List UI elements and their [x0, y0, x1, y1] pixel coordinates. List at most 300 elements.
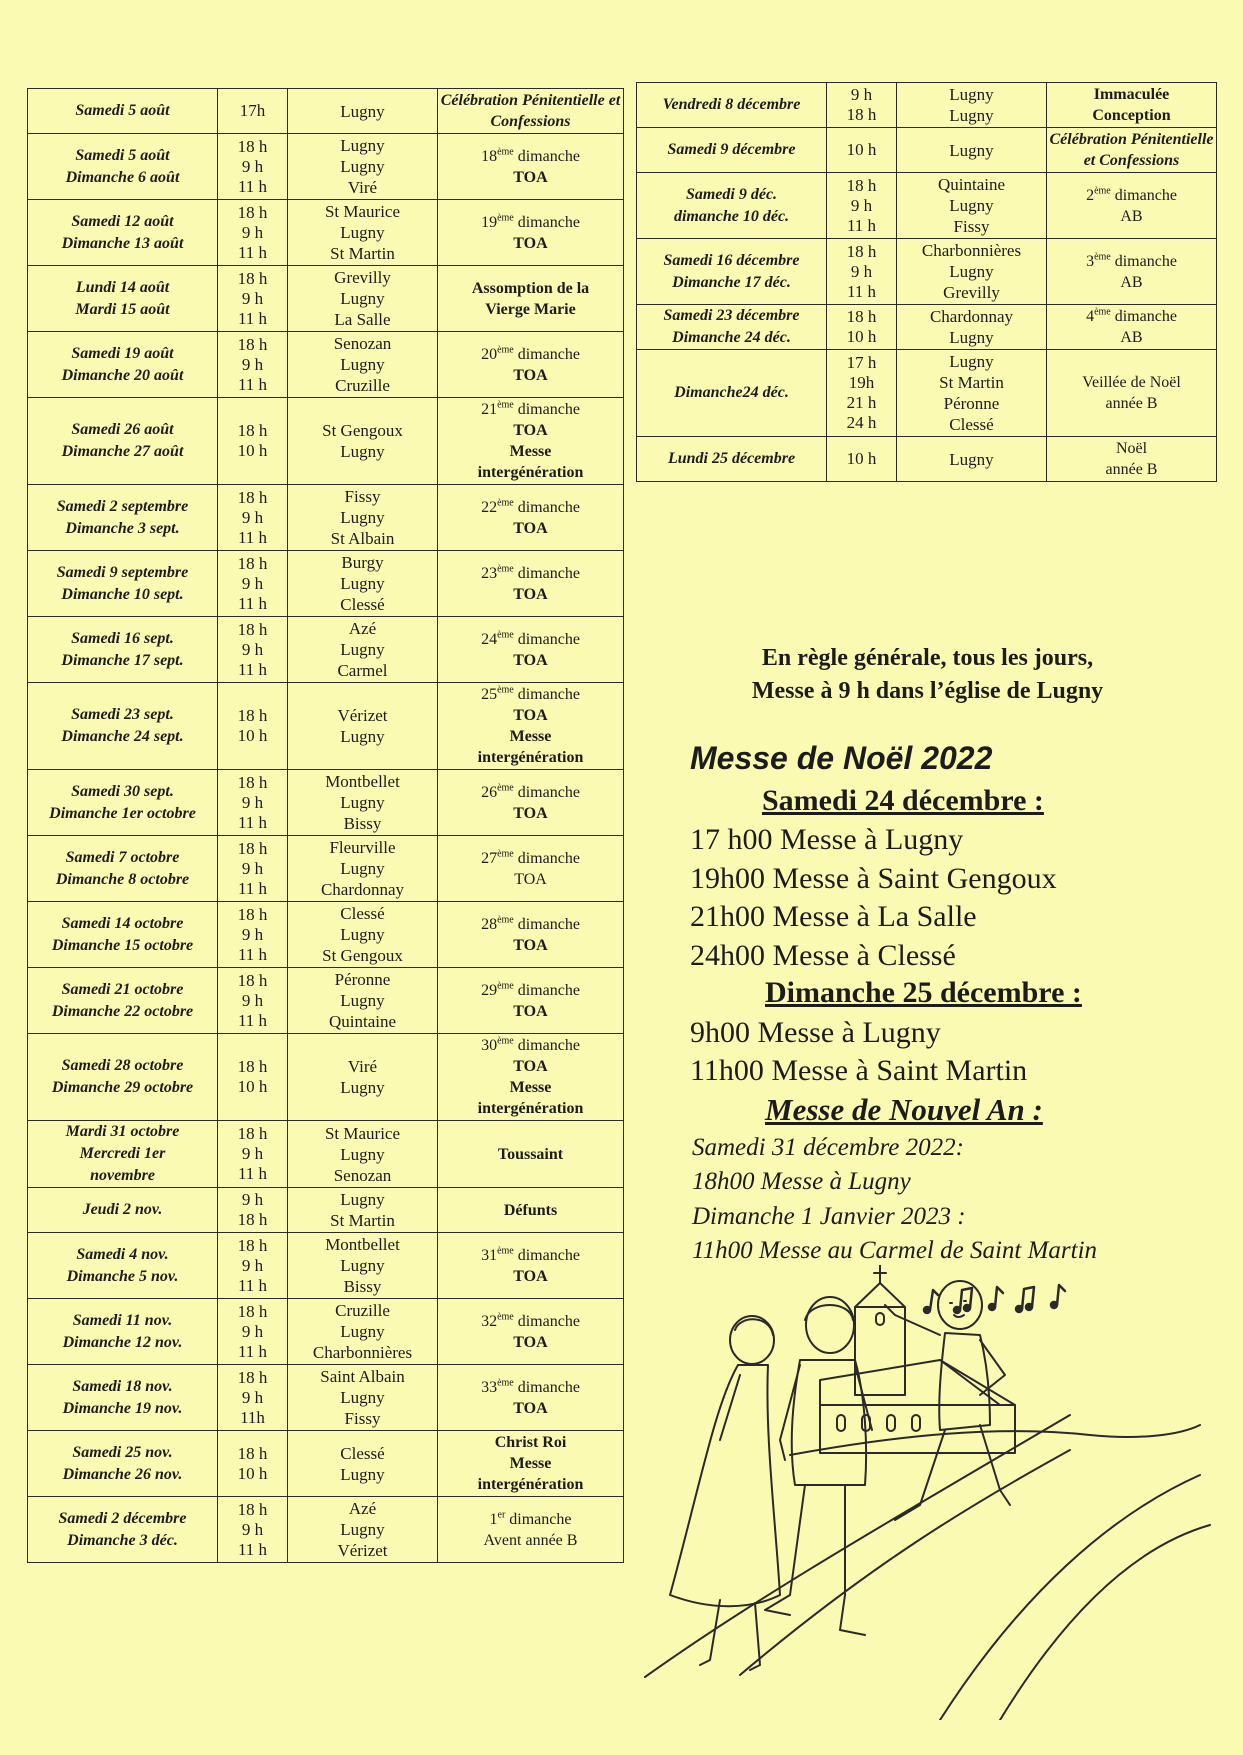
- date-cell-line: Samedi 18 nov.: [72, 1377, 173, 1395]
- nouvel-an-line: 18h00 Messe à Lugny: [692, 1168, 911, 1195]
- date-cell-line: Samedi 9 déc.: [685, 185, 778, 203]
- time-cell-line: 18 h: [237, 619, 268, 639]
- occasion-cell: [438, 770, 624, 836]
- place-cell: [897, 173, 1047, 239]
- place-cell-line: Lugny: [949, 85, 994, 104]
- sunday-word: dimanche: [513, 498, 580, 516]
- music-notes-icon: [924, 1285, 1065, 1313]
- path-line: [645, 1415, 1070, 1677]
- occasion-text: intergénération: [477, 464, 584, 481]
- place-cell-line: St Maurice: [324, 202, 401, 221]
- ordinal-suffix: ème: [497, 146, 514, 158]
- sunday-number: [440, 563, 621, 584]
- sunday-word: dimanche: [1110, 252, 1177, 270]
- place-cell-line: Viré: [347, 1057, 378, 1076]
- sunday-number: [440, 980, 621, 1001]
- date-cell-line: Samedi 7 octobre: [65, 848, 180, 866]
- noel-day2-mass: 9h00 Messe à Lugny: [690, 1016, 941, 1049]
- place-cell-line: St Martin: [939, 373, 1004, 392]
- date-cell-line: Samedi 30 sept.: [71, 782, 174, 800]
- date-cell-line: Mardi 15 août: [75, 300, 170, 318]
- occasion-text: intergénération: [477, 1476, 584, 1493]
- sunday-word: dimanche: [513, 1037, 580, 1054]
- occasion-text: TOA: [513, 707, 548, 724]
- time-cell: [218, 1121, 288, 1188]
- date-cell: [28, 1299, 218, 1365]
- ordinal-number: 19: [481, 213, 498, 231]
- schedule-row: [637, 239, 1217, 305]
- occasion-text: TOA: [513, 422, 548, 439]
- place-cell: [288, 683, 438, 770]
- time-cell-line: 18 h: [237, 1499, 268, 1519]
- date-cell-line: Samedi 2 septembre: [56, 497, 189, 515]
- ordinal-number: 24: [481, 630, 498, 648]
- date-cell-line: Dimanche 19 nov.: [62, 1399, 183, 1417]
- place-cell-line: Lugny: [340, 727, 385, 746]
- place-cell-line: Charbonnières: [312, 1343, 413, 1362]
- occasion-text: TOA: [513, 1399, 548, 1417]
- sunday-word: dimanche: [513, 213, 580, 231]
- date-cell-line: Mardi 31 octobre: [65, 1123, 180, 1140]
- schedule-row: [637, 128, 1217, 173]
- time-cell-line: 9 h: [241, 1255, 264, 1275]
- occasion-text: TOA: [513, 651, 548, 669]
- place-cell-line: Lugny: [340, 574, 385, 593]
- sunday-number: [440, 497, 621, 518]
- time-cell-line: 11 h: [237, 878, 268, 898]
- time-cell: [827, 437, 897, 482]
- ordinal-suffix: ème: [497, 684, 514, 696]
- sunday-number: [440, 914, 621, 935]
- date-cell-line: Samedi 19 août: [71, 344, 174, 362]
- ordinal-suffix: ème: [497, 1311, 514, 1323]
- place-cell: [288, 332, 438, 398]
- ordinal-number: 25: [481, 686, 498, 703]
- time-cell-line: 10 h: [846, 327, 877, 346]
- time-cell: [218, 89, 288, 134]
- sunday-word: dimanche: [513, 783, 580, 801]
- time-cell-line: 9 h: [241, 1144, 264, 1163]
- ordinal-number: 23: [481, 564, 498, 582]
- time-cell-line: 18 h: [237, 970, 268, 990]
- time-cell-line: 11 h: [237, 1275, 268, 1295]
- noel-day1-mass: 17 h00 Messe à Lugny: [690, 823, 964, 856]
- woman-figure: [670, 1316, 780, 1670]
- date-cell: [637, 83, 827, 128]
- time-cell: [218, 1365, 288, 1431]
- time-cell-line: 18 h: [237, 904, 268, 924]
- place-cell-line: Bissy: [343, 814, 382, 833]
- occasion-text: TOA: [513, 168, 548, 186]
- ordinal-suffix: ème: [497, 399, 514, 411]
- sunday-number: [440, 1377, 621, 1398]
- occasion-text: année B: [1105, 395, 1158, 412]
- date-cell-line: Samedi 12 août: [71, 212, 174, 230]
- sunday-word: dimanche: [513, 630, 580, 648]
- place-cell-line: Lugny: [340, 289, 385, 308]
- place-cell-line: Fissy: [344, 1409, 381, 1428]
- schedule-row: [28, 1497, 624, 1563]
- ordinal-suffix: ème: [497, 344, 514, 356]
- time-cell: [218, 266, 288, 332]
- time-cell-line: 9 h: [241, 924, 264, 944]
- occasion-text: AB: [1120, 329, 1143, 346]
- time-cell-line: 18 h: [846, 105, 877, 124]
- place-cell-line: Lugny: [340, 991, 385, 1010]
- occasion-cell: [438, 551, 624, 617]
- place-cell: [288, 1188, 438, 1233]
- place-cell: [288, 551, 438, 617]
- occasion-text: TOA: [513, 234, 548, 252]
- place-cell: [897, 128, 1047, 173]
- place-cell-line: St Maurice: [324, 1123, 401, 1143]
- time-cell-line: 18 h: [237, 1301, 268, 1321]
- date-cell-line: Samedi 5 août: [75, 102, 170, 119]
- place-cell-line: Péronne: [334, 970, 391, 989]
- ordinal-number: 22: [481, 498, 498, 516]
- schedule-row: [28, 1299, 624, 1365]
- time-cell-line: 18 h: [237, 136, 268, 156]
- place-cell: [897, 350, 1047, 437]
- place-cell-line: Vérizet: [337, 1541, 388, 1560]
- schedule-row: [28, 902, 624, 968]
- date-cell: [28, 683, 218, 770]
- time-cell: [218, 1431, 288, 1497]
- date-cell-line: Dimanche 26 nov.: [62, 1465, 183, 1483]
- occasion-text: Veillée de Noël: [1082, 374, 1181, 391]
- date-cell-line: Dimanche 5 nov.: [66, 1267, 179, 1285]
- occasion-text: année B: [1105, 461, 1158, 478]
- place-cell-line: Lugny: [340, 223, 385, 242]
- occasion-text: TOA: [513, 1002, 548, 1020]
- place-cell: [288, 485, 438, 551]
- ordinal-number: 20: [481, 345, 498, 363]
- sunday-number: [440, 684, 621, 705]
- time-cell: [218, 1188, 288, 1233]
- place-cell: [288, 1233, 438, 1299]
- occasion-text: TOA: [514, 870, 547, 888]
- date-cell-line: Dimanche 6 août: [65, 168, 180, 186]
- occasion-text: Toussaint: [497, 1145, 564, 1163]
- date-cell-line: Samedi 16 décembre: [663, 251, 800, 269]
- date-cell: [637, 128, 827, 173]
- time-cell-line: 11 h: [237, 308, 268, 328]
- noel-day2-mass: 11h00 Messe à Saint Martin: [690, 1054, 1028, 1087]
- time-cell-line: 9 h: [241, 1321, 264, 1341]
- place-cell: [288, 617, 438, 683]
- noel-day2-heading: Dimanche 25 décembre :: [765, 976, 1082, 1009]
- date-cell: [28, 617, 218, 683]
- occasion-cell: [438, 617, 624, 683]
- occasion-cell: [438, 1121, 624, 1188]
- place-cell-line: Lugny: [340, 1322, 385, 1341]
- place-cell-line: St Albain: [330, 529, 395, 548]
- ordinal-number: 29: [481, 981, 498, 999]
- place-cell: [288, 89, 438, 134]
- date-cell-line: Dimanche 29 octobre: [51, 1079, 194, 1096]
- sunday-word: dimanche: [505, 1510, 572, 1528]
- time-cell: [218, 1299, 288, 1365]
- place-cell: [897, 437, 1047, 482]
- sunday-word: dimanche: [1110, 308, 1177, 325]
- time-cell: [218, 617, 288, 683]
- date-cell-line: Samedi 23 sept.: [71, 706, 174, 723]
- date-cell-line: Dimanche 20 août: [61, 366, 184, 384]
- sunday-word: dimanche: [513, 849, 580, 867]
- ordinal-suffix: ème: [497, 782, 514, 794]
- place-cell-line: Lugny: [340, 925, 385, 944]
- occasion-text: Messe: [509, 1079, 552, 1096]
- occasion-text: TOA: [513, 936, 548, 954]
- time-cell-line: 18 h: [237, 553, 268, 573]
- time-cell-line: 10 h: [237, 1077, 268, 1096]
- noel-title: Messe de Noël 2022: [690, 740, 993, 776]
- ordinal-number: 31: [481, 1246, 498, 1264]
- date-cell: [28, 770, 218, 836]
- place-cell: [288, 770, 438, 836]
- occasion-cell: [438, 134, 624, 200]
- time-cell-line: 9 h: [241, 573, 264, 593]
- place-cell-line: Cruzille: [335, 1301, 390, 1320]
- date-cell-line: Samedi 26 août: [71, 421, 174, 438]
- schedule-row: [637, 305, 1217, 350]
- place-cell-line: Lugny: [340, 157, 385, 176]
- ordinal-suffix: ème: [497, 1245, 514, 1257]
- time-cell: [218, 1233, 288, 1299]
- time-cell-line: 18 h: [237, 1210, 268, 1229]
- date-cell-line: dimanche 10 déc.: [673, 207, 790, 225]
- occasion-text: Immaculée: [1093, 86, 1170, 103]
- schedule-row: [28, 770, 624, 836]
- time-cell-line: 11 h: [237, 374, 268, 394]
- ordinal-suffix: er: [497, 1509, 506, 1521]
- place-cell-line: Péronne: [943, 394, 1000, 413]
- ordinal-number: 30: [481, 1037, 498, 1054]
- date-cell-line: Dimanche 12 nov.: [62, 1333, 183, 1351]
- place-cell-line: Quintaine: [328, 1012, 397, 1031]
- sunday-number: [440, 1311, 621, 1332]
- ordinal-number: 27: [481, 849, 498, 867]
- schedule-row: [28, 968, 624, 1034]
- occasion-text: Messe: [509, 728, 552, 745]
- sunday-number: [440, 399, 621, 420]
- date-cell-line: Dimanche 3 déc.: [67, 1531, 178, 1549]
- time-cell-line: 18 h: [237, 772, 268, 792]
- date-cell-line: Samedi 11 nov.: [72, 1311, 173, 1329]
- place-cell: [288, 968, 438, 1034]
- date-cell: [28, 1431, 218, 1497]
- time-cell-line: 11 h: [846, 215, 877, 235]
- time-cell-line: 9 h: [850, 85, 873, 104]
- date-cell: [28, 1034, 218, 1121]
- ordinal-number: 32: [481, 1312, 498, 1330]
- ordinal-suffix: ème: [497, 848, 514, 860]
- place-cell: [288, 398, 438, 485]
- occasion-cell: [438, 1497, 624, 1563]
- date-cell: [637, 437, 827, 482]
- place-cell-line: Lugny: [340, 859, 385, 878]
- place-cell: [897, 305, 1047, 350]
- sunday-word: dimanche: [513, 915, 580, 933]
- date-cell: [637, 173, 827, 239]
- sunday-number: [440, 1035, 621, 1056]
- place-cell-line: Montbellet: [325, 1235, 400, 1254]
- time-cell-line: 11 h: [237, 176, 268, 196]
- time-cell-line: 11h: [240, 1407, 265, 1427]
- time-cell: [218, 836, 288, 902]
- place-cell-line: La Salle: [334, 310, 391, 329]
- occasion-cell: [438, 1034, 624, 1121]
- boy-figure: [885, 1281, 1010, 1520]
- place-cell: [288, 1497, 438, 1563]
- ordinal-number: 21: [481, 401, 498, 418]
- place-cell: [288, 902, 438, 968]
- sunday-word: dimanche: [513, 686, 580, 703]
- occasion-cell: [1047, 173, 1217, 239]
- place-cell-line: Fissy: [344, 487, 381, 506]
- date-cell-line: Samedi 14 octobre: [61, 914, 184, 932]
- date-cell: [28, 1188, 218, 1233]
- ordinal-suffix: ème: [497, 1377, 514, 1389]
- sunday-number: [440, 146, 621, 167]
- place-cell-line: Senozan: [333, 334, 392, 353]
- occasion-text: Noël: [1115, 440, 1148, 457]
- occasion-cell: [438, 1365, 624, 1431]
- time-cell-line: 18 h: [237, 1235, 268, 1255]
- place-cell-line: Grevilly: [334, 268, 391, 287]
- time-cell-line: 9 h: [241, 990, 264, 1010]
- date-cell-line: Dimanche24 déc.: [674, 384, 789, 401]
- time-cell-line: 10 h: [237, 1463, 268, 1483]
- place-cell-line: Azé: [348, 1499, 377, 1518]
- place-cell-line: Clessé: [340, 595, 385, 614]
- sunday-number: [1049, 185, 1214, 206]
- schedule-row: [28, 1365, 624, 1431]
- time-cell-line: 18 h: [846, 307, 877, 326]
- date-cell-line: Samedi 2 décembre: [58, 1509, 187, 1527]
- time-cell-line: 10 h: [846, 449, 877, 468]
- occasion-text: TOA: [513, 1333, 548, 1351]
- place-cell-line: Lugny: [340, 442, 385, 461]
- occasion-cell: [438, 1431, 624, 1497]
- schedule-row: [637, 83, 1217, 128]
- sunday-number: [440, 848, 621, 869]
- sunday-number: [440, 212, 621, 233]
- time-cell-line: 17h: [239, 101, 266, 120]
- sunday-word: dimanche: [513, 564, 580, 582]
- ordinal-suffix: ème: [1094, 306, 1111, 318]
- time-cell-line: 10 h: [846, 140, 877, 159]
- date-cell: [28, 89, 218, 134]
- time-cell-line: 11 h: [237, 659, 268, 679]
- place-cell-line: Clessé: [949, 415, 994, 434]
- occasion-text: Célébration Pénitentielle et Confessions: [440, 92, 621, 130]
- sunday-number: [440, 629, 621, 650]
- place-cell-line: Lugny: [340, 793, 385, 812]
- ordinal-suffix: ème: [497, 1035, 514, 1047]
- church-and-walking-family-drawing: [640, 1265, 1220, 1720]
- nouvel-an-line: 11h00 Messe au Carmel de Saint Martin: [692, 1237, 1098, 1264]
- time-cell-line: 18 h: [237, 1124, 268, 1143]
- date-cell-line: Mercredi 1er: [79, 1145, 166, 1162]
- schedule-row: [28, 683, 624, 770]
- date-cell: [28, 551, 218, 617]
- date-cell-line: Samedi 21 octobre: [61, 980, 184, 998]
- date-cell: [28, 836, 218, 902]
- time-cell-line: 11 h: [237, 1341, 268, 1361]
- time-cell: [827, 350, 897, 437]
- date-cell: [28, 266, 218, 332]
- schedule-body-left: [28, 89, 624, 1563]
- place-cell: [897, 239, 1047, 305]
- time-cell: [218, 398, 288, 485]
- sunday-word: dimanche: [513, 1246, 580, 1264]
- time-cell: [827, 305, 897, 350]
- time-cell-line: 19h: [848, 373, 875, 392]
- place-cell-line: Lugny: [340, 1388, 385, 1407]
- sunday-word: dimanche: [513, 981, 580, 999]
- place-cell: [288, 836, 438, 902]
- schedule-row: [28, 836, 624, 902]
- date-cell-line: novembre: [90, 1167, 155, 1184]
- noel-day1-heading: Samedi 24 décembre :: [762, 784, 1044, 817]
- place-cell-line: Lugny: [340, 1464, 385, 1484]
- occasion-text: intergénération: [477, 1100, 584, 1117]
- occasion-text: Conception: [1092, 107, 1171, 124]
- date-cell-line: Samedi 5 août: [75, 146, 170, 164]
- date-cell-line: Samedi 28 octobre: [61, 1057, 184, 1074]
- place-cell-line: Lugny: [340, 640, 385, 659]
- place-cell-line: Lugny: [340, 1190, 385, 1209]
- place-cell-line: Lugny: [340, 355, 385, 374]
- ordinal-number: 28: [481, 915, 498, 933]
- ordinal-number: 26: [481, 783, 498, 801]
- place-cell-line: Fleurville: [329, 838, 396, 857]
- time-cell: [218, 902, 288, 968]
- date-cell-line: Samedi 9 décembre: [667, 141, 796, 158]
- place-cell-line: St Gengoux: [322, 421, 403, 440]
- sunday-number: [1049, 306, 1214, 327]
- nouvel-an-line: Samedi 31 décembre 2022:: [692, 1134, 964, 1161]
- time-cell-line: 18 h: [846, 175, 877, 195]
- time-cell-line: 18 h: [237, 706, 268, 725]
- schedule-row: [28, 485, 624, 551]
- occasion-cell: [438, 902, 624, 968]
- place-cell: [288, 134, 438, 200]
- sunday-word: dimanche: [513, 147, 580, 165]
- place-cell-line: St Martin: [330, 244, 395, 263]
- ordinal-suffix: ème: [497, 212, 514, 224]
- date-cell: [28, 1121, 218, 1188]
- place-cell-line: Lugny: [340, 101, 385, 121]
- date-cell-line: Dimanche 15 octobre: [51, 936, 194, 954]
- occasion-cell: [438, 332, 624, 398]
- date-cell: [637, 239, 827, 305]
- schedule-table-left: [27, 88, 624, 1563]
- schedule-row: [28, 1188, 624, 1233]
- place-cell: [288, 1034, 438, 1121]
- sunday-word: dimanche: [513, 1312, 580, 1330]
- date-cell: [28, 200, 218, 266]
- place-cell-line: Lugny: [949, 449, 994, 469]
- nouvel-an-heading: Messe de Nouvel An :: [765, 1092, 1043, 1127]
- schedule-row: [28, 617, 624, 683]
- time-cell-line: 10 h: [237, 441, 268, 460]
- time-cell-line: 18 h: [237, 1367, 268, 1387]
- date-cell: [28, 1497, 218, 1563]
- schedule-row: [28, 1121, 624, 1188]
- ordinal-suffix: ème: [1094, 185, 1111, 197]
